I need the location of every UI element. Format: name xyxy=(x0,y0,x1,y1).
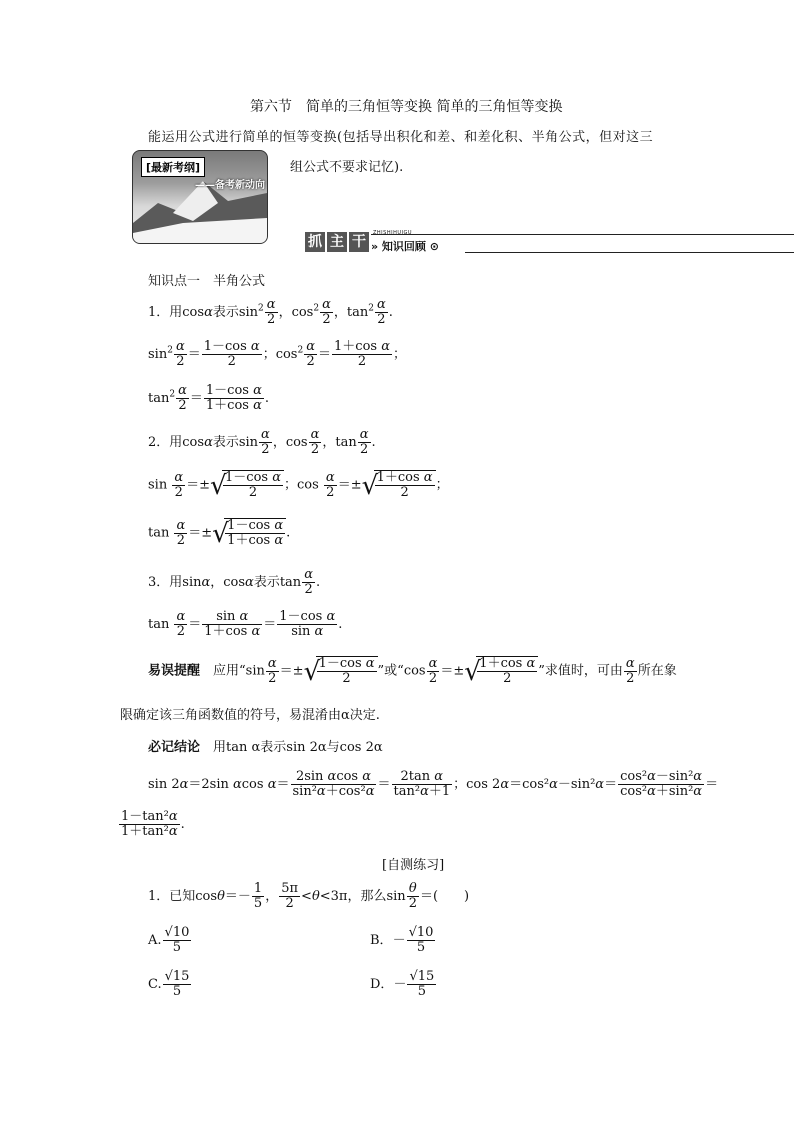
option-b[interactable]: B．－ $\frac{√10}{5}$ xyxy=(370,925,434,955)
question-1: 1．已知cosθ＝－ $\frac{1}{5}$ ， $\frac{5\pi}{2}$ <θ<3π，那么sin $\frac{\theta}{2}$ ＝( ) xyxy=(148,881,470,911)
syllabus-text-line1: 能运用公式进行简单的恒等变换(包括导出积化和差、和差化积、半角公式，但对这三 xyxy=(148,130,654,145)
formula-tan2-half: $\tan^2$ $\frac{\alpha}{2}$ ＝ $\frac{\text{1－cos α}}{\text{1＋cos α}}$ . xyxy=(148,383,269,413)
kp1-item2: 2．用cosα表示sin $\frac{\alpha}{2}$ ，cos $\frac{\alpha}{2}$ ，tan $\frac{\alpha}{2}$ . xyxy=(148,427,376,457)
formula-tan-half: tan $\frac{\alpha}{2}$ ＝ $\frac{\text{sin α}}{\text{1＋cos α}}$ ＝ $\frac{\text{1－cos α}}{\text{sin α}}$ . xyxy=(148,609,343,639)
option-d[interactable]: D．－ $\frac{√15}{5}$ xyxy=(370,969,435,999)
kp1-item3: 3．用sinα，cosα表示tan $\frac{\alpha}{2}$ . xyxy=(148,567,321,597)
formula-cos2-result: $\frac{\text{1－tan²α}}{\text{1＋tan²α}}$ . xyxy=(121,809,185,839)
option-a[interactable]: A. $\frac{√10}{5}$ xyxy=(148,925,190,955)
section-header-bar xyxy=(305,230,794,254)
reminder-line2: 限确定该三角函数值的符号，易混淆由α决定. xyxy=(120,708,380,723)
syllabus-banner xyxy=(132,150,268,244)
formula-sin2-half: $\sin^2$ $\frac{\alpha}{2}$ ＝ $\frac{\text{1－cos α}}{2}$ ；$\cos^2$ $\frac{\alpha}{2}$ ＝ $\frac{\text{1＋cos α}}{2}$ ； xyxy=(148,339,406,369)
page-title: 第六节 简单的三角恒等变换 简单的三角恒等变换 xyxy=(250,99,563,115)
reminder-label: 易误提醒 xyxy=(148,663,201,679)
kp1-heading: 知识点一 半角公式 xyxy=(148,274,266,289)
reminder-line1: 易误提醒 应用“sin $\frac{\alpha}{2}$ ＝± √ $\frac{\text{1－cos α}}{2}$ ”或“cos $\frac{\alpha}{2}$ ＝± √ $\frac{\text{1＋cos α}}{2}$ ”求值时，可由 $\frac{\alpha}{2}$ 所在象 xyxy=(148,655,677,687)
section-label: » 知识回顾 ⊙ xyxy=(371,240,439,253)
banner-tag: [最新考纲] xyxy=(141,157,205,177)
conclusion-text: 用tan α表示sin 2α与cos 2α xyxy=(213,740,383,755)
section-pinyin: ZHISHIHUIGU xyxy=(373,230,412,236)
section-box-2: 主 xyxy=(327,232,347,252)
banner-subtitle: ——备考新动向 xyxy=(195,180,265,191)
formula-tan-half-rad: tan $\frac{\alpha}{2}$ ＝± √ $\frac{\text{1－cos α}}{\text{1＋cos α}}$ . xyxy=(148,517,291,549)
section-box-3: 干 xyxy=(349,232,369,252)
formula-sin-half: sin $\frac{\alpha}{2}$ ＝± √ $\frac{\text{1－cos α}}{2}$ ；cos $\frac{\alpha}{2}$ ＝± √ $\frac{\text{1＋cos α}}{2}$ ； xyxy=(148,469,449,501)
option-c[interactable]: C. $\frac{√15}{5}$ xyxy=(148,969,190,999)
conclusion-line xyxy=(148,736,383,755)
practice-heading: [自测练习] xyxy=(382,858,445,873)
formula-double-angle: sin 2α＝2sin αcos α＝ $\frac{\text{2sin αcos α}}{\text{sin²α＋cos²α}}$ ＝ $\frac{\text{2tan α}}{\text{tan²α＋1}}$ ；cos 2α＝cos²α－sin²α＝ $\frac{\text{cos²α－sin²α}}{\text{cos²α＋sin²α}}$ ＝ xyxy=(148,769,719,799)
conclusion-label: 必记结论 xyxy=(148,740,201,755)
section-box-1: 抓 xyxy=(305,232,325,252)
kp1-item1: 1．用cosα表示$\sin^2$ $\frac{\alpha}{2}$ ，$\cos^2$ $\frac{\alpha}{2}$ ，$\tan^2$ $\frac{\alpha}{2}$ . xyxy=(148,297,393,327)
syllabus-text-line2: 组公式不要求记忆). xyxy=(290,160,404,175)
